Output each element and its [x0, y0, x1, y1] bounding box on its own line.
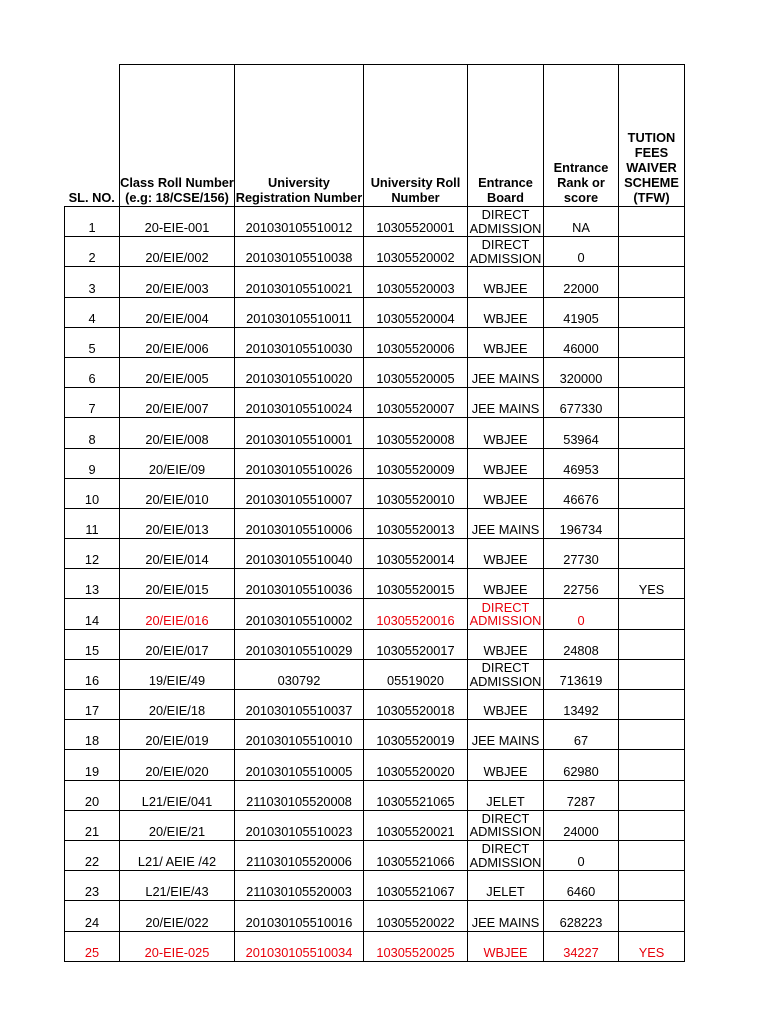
cell-roll-number: 10305520013 [364, 508, 468, 538]
cell-entrance-board: DIRECT ADMISSION [468, 599, 544, 629]
header-tfw: TUTION FEES WAIVER SCHEME (TFW) [619, 65, 685, 207]
cell-entrance-rank: 46953 [544, 448, 619, 478]
table-row [65, 659, 685, 689]
cell-roll-number: 10305520025 [364, 931, 468, 961]
cell-sl-no: 21 [65, 810, 120, 840]
cell-sl-no: 13 [65, 569, 120, 599]
cell-entrance-board: JEE MAINS [468, 720, 544, 750]
cell-entrance-rank: 34227 [544, 931, 619, 961]
cell-roll-number: 10305520022 [364, 901, 468, 931]
cell-registration-number: 201030105510005 [235, 750, 364, 780]
table-row [65, 357, 685, 387]
cell-class-roll: 20/EIE/022 [120, 901, 235, 931]
cell-roll-number: 10305520005 [364, 357, 468, 387]
cell-sl-no: 14 [65, 599, 120, 629]
cell-class-roll: 20/EIE/18 [120, 690, 235, 720]
cell-tfw [619, 478, 685, 508]
table-row [65, 780, 685, 810]
cell-registration-number: 201030105510034 [235, 931, 364, 961]
table-row [65, 418, 685, 448]
cell-entrance-rank: 713619 [544, 659, 619, 689]
cell-tfw: YES [619, 569, 685, 599]
cell-registration-number: 201030105510006 [235, 508, 364, 538]
table-row [65, 810, 685, 840]
table-row [65, 690, 685, 720]
cell-entrance-rank: 0 [544, 840, 619, 870]
cell-entrance-board: JEE MAINS [468, 901, 544, 931]
cell-registration-number: 201030105510016 [235, 901, 364, 931]
cell-roll-number: 10305520021 [364, 810, 468, 840]
cell-class-roll: 20/EIE/013 [120, 508, 235, 538]
cell-sl-no: 17 [65, 690, 120, 720]
cell-class-roll: 20/EIE/020 [120, 750, 235, 780]
cell-entrance-rank: 41905 [544, 297, 619, 327]
header-class-roll: Class Roll Number (e.g: 18/CSE/156) [120, 65, 235, 207]
cell-roll-number: 10305520010 [364, 478, 468, 508]
cell-roll-number: 05519020 [364, 659, 468, 689]
table-row [65, 237, 685, 267]
cell-sl-no: 4 [65, 297, 120, 327]
cell-entrance-board: DIRECT ADMISSION [468, 840, 544, 870]
cell-entrance-board: WBJEE [468, 267, 544, 297]
cell-sl-no: 23 [65, 871, 120, 901]
cell-tfw [619, 659, 685, 689]
cell-roll-number: 10305520004 [364, 297, 468, 327]
cell-registration-number: 201030105510001 [235, 418, 364, 448]
cell-sl-no: 8 [65, 418, 120, 448]
cell-tfw [619, 720, 685, 750]
table-row [65, 599, 685, 629]
cell-entrance-rank: 27730 [544, 539, 619, 569]
cell-tfw [619, 780, 685, 810]
cell-class-roll: 20/EIE/002 [120, 237, 235, 267]
cell-registration-number: 201030105510024 [235, 388, 364, 418]
cell-tfw [619, 901, 685, 931]
cell-sl-no: 10 [65, 478, 120, 508]
cell-class-roll: 20/EIE/09 [120, 448, 235, 478]
cell-class-roll: 20/EIE/017 [120, 629, 235, 659]
cell-class-roll: 19/EIE/49 [120, 659, 235, 689]
cell-roll-number: 10305520002 [364, 237, 468, 267]
cell-sl-no: 3 [65, 267, 120, 297]
cell-tfw [619, 267, 685, 297]
cell-roll-number: 10305521065 [364, 780, 468, 810]
cell-class-roll: L21/EIE/041 [120, 780, 235, 810]
cell-tfw [619, 297, 685, 327]
cell-roll-number: 10305520014 [364, 539, 468, 569]
cell-entrance-board: WBJEE [468, 478, 544, 508]
cell-sl-no: 19 [65, 750, 120, 780]
table-row [65, 931, 685, 961]
cell-registration-number: 201030105510007 [235, 478, 364, 508]
cell-registration-number: 201030105510010 [235, 720, 364, 750]
cell-registration-number: 201030105510026 [235, 448, 364, 478]
cell-entrance-rank: 13492 [544, 690, 619, 720]
cell-registration-number: 201030105510002 [235, 599, 364, 629]
cell-roll-number: 10305521067 [364, 871, 468, 901]
cell-tfw [619, 871, 685, 901]
cell-tfw [619, 539, 685, 569]
cell-entrance-rank: 22000 [544, 267, 619, 297]
cell-sl-no: 18 [65, 720, 120, 750]
table-row [65, 750, 685, 780]
cell-entrance-rank: 320000 [544, 357, 619, 387]
cell-tfw [619, 810, 685, 840]
cell-tfw [619, 207, 685, 237]
cell-tfw [619, 357, 685, 387]
cell-class-roll: 20/EIE/019 [120, 720, 235, 750]
cell-tfw [619, 237, 685, 267]
cell-entrance-rank: 62980 [544, 750, 619, 780]
cell-class-roll: 20/EIE/003 [120, 267, 235, 297]
cell-entrance-board: WBJEE [468, 629, 544, 659]
cell-entrance-board: WBJEE [468, 690, 544, 720]
cell-class-roll: 20/EIE/006 [120, 327, 235, 357]
cell-registration-number: 201030105510040 [235, 539, 364, 569]
cell-registration-number: 201030105510021 [235, 267, 364, 297]
cell-entrance-rank: 6460 [544, 871, 619, 901]
cell-registration-number: 201030105510037 [235, 690, 364, 720]
cell-roll-number: 10305520016 [364, 599, 468, 629]
table-row [65, 901, 685, 931]
table-row [65, 871, 685, 901]
cell-tfw: YES [619, 931, 685, 961]
cell-entrance-board: WBJEE [468, 931, 544, 961]
cell-entrance-board: DIRECT ADMISSION [468, 810, 544, 840]
cell-tfw [619, 690, 685, 720]
cell-entrance-board: WBJEE [468, 448, 544, 478]
cell-registration-number: 201030105510036 [235, 569, 364, 599]
cell-sl-no: 6 [65, 357, 120, 387]
cell-entrance-rank: 0 [544, 599, 619, 629]
cell-roll-number: 10305520007 [364, 388, 468, 418]
cell-sl-no: 20 [65, 780, 120, 810]
cell-roll-number: 10305520001 [364, 207, 468, 237]
cell-registration-number: 201030105510012 [235, 207, 364, 237]
cell-roll-number: 10305520020 [364, 750, 468, 780]
cell-entrance-rank: 196734 [544, 508, 619, 538]
header-sl-no: SL. NO. [65, 65, 120, 207]
cell-entrance-rank: 24000 [544, 810, 619, 840]
cell-tfw [619, 448, 685, 478]
cell-entrance-board: WBJEE [468, 327, 544, 357]
table-row [65, 388, 685, 418]
table-row [65, 629, 685, 659]
admission-table [64, 64, 685, 962]
cell-tfw [619, 840, 685, 870]
cell-roll-number: 10305520003 [364, 267, 468, 297]
cell-entrance-rank: 7287 [544, 780, 619, 810]
cell-entrance-rank: 0 [544, 237, 619, 267]
cell-class-roll: L21/EIE/43 [120, 871, 235, 901]
cell-tfw [619, 508, 685, 538]
cell-class-roll: 20/EIE/014 [120, 539, 235, 569]
cell-sl-no: 24 [65, 901, 120, 931]
table-row [65, 508, 685, 538]
cell-entrance-rank: NA [544, 207, 619, 237]
cell-entrance-rank: 53964 [544, 418, 619, 448]
cell-entrance-board: WBJEE [468, 418, 544, 448]
cell-roll-number: 10305521066 [364, 840, 468, 870]
cell-registration-number: 201030105510030 [235, 327, 364, 357]
cell-registration-number: 211030105520008 [235, 780, 364, 810]
cell-sl-no: 22 [65, 840, 120, 870]
cell-entrance-rank: 24808 [544, 629, 619, 659]
header-entrance-rank: Entrance Rank or score [544, 65, 619, 207]
cell-entrance-board: JELET [468, 871, 544, 901]
table-row [65, 207, 685, 237]
cell-tfw [619, 327, 685, 357]
cell-class-roll: 20/EIE/004 [120, 297, 235, 327]
cell-sl-no: 5 [65, 327, 120, 357]
cell-sl-no: 11 [65, 508, 120, 538]
cell-roll-number: 10305520009 [364, 448, 468, 478]
cell-registration-number: 030792 [235, 659, 364, 689]
cell-entrance-board: DIRECT ADMISSION [468, 207, 544, 237]
cell-entrance-board: WBJEE [468, 569, 544, 599]
cell-tfw [619, 629, 685, 659]
cell-registration-number: 201030105510029 [235, 629, 364, 659]
table-row [65, 297, 685, 327]
table-body [65, 207, 685, 962]
cell-sl-no: 1 [65, 207, 120, 237]
cell-entrance-rank: 677330 [544, 388, 619, 418]
cell-roll-number: 10305520017 [364, 629, 468, 659]
cell-tfw [619, 750, 685, 780]
cell-class-roll: 20-EIE-025 [120, 931, 235, 961]
cell-sl-no: 15 [65, 629, 120, 659]
header-university-roll: University Roll Number [364, 65, 468, 207]
cell-entrance-board: DIRECT ADMISSION [468, 659, 544, 689]
cell-registration-number: 201030105510038 [235, 237, 364, 267]
cell-roll-number: 10305520018 [364, 690, 468, 720]
cell-class-roll: 20-EIE-001 [120, 207, 235, 237]
cell-registration-number: 201030105510023 [235, 810, 364, 840]
cell-registration-number: 201030105510020 [235, 357, 364, 387]
cell-entrance-board: WBJEE [468, 750, 544, 780]
cell-entrance-rank: 46676 [544, 478, 619, 508]
cell-class-roll: 20/EIE/21 [120, 810, 235, 840]
cell-class-roll: 20/EIE/010 [120, 478, 235, 508]
table-row [65, 267, 685, 297]
cell-entrance-board: JEE MAINS [468, 388, 544, 418]
cell-entrance-rank: 628223 [544, 901, 619, 931]
cell-sl-no: 9 [65, 448, 120, 478]
table-row [65, 478, 685, 508]
cell-class-roll: 20/EIE/016 [120, 599, 235, 629]
cell-sl-no: 12 [65, 539, 120, 569]
cell-entrance-board: JEE MAINS [468, 357, 544, 387]
cell-sl-no: 25 [65, 931, 120, 961]
cell-roll-number: 10305520015 [364, 569, 468, 599]
cell-roll-number: 10305520008 [364, 418, 468, 448]
cell-entrance-board: DIRECT ADMISSION [468, 237, 544, 267]
cell-entrance-board: WBJEE [468, 539, 544, 569]
cell-entrance-rank: 46000 [544, 327, 619, 357]
cell-sl-no: 16 [65, 659, 120, 689]
cell-class-roll: 20/EIE/008 [120, 418, 235, 448]
header-university-registration: University Registration Number [235, 65, 364, 207]
cell-registration-number: 201030105510011 [235, 297, 364, 327]
cell-class-roll: L21/ AEIE /42 [120, 840, 235, 870]
cell-tfw [619, 418, 685, 448]
cell-class-roll: 20/EIE/007 [120, 388, 235, 418]
table-row [65, 448, 685, 478]
table-row [65, 539, 685, 569]
cell-entrance-board: JEE MAINS [468, 508, 544, 538]
cell-entrance-board: WBJEE [468, 297, 544, 327]
cell-roll-number: 10305520006 [364, 327, 468, 357]
table-row [65, 569, 685, 599]
header-entrance-board: Entrance Board [468, 65, 544, 207]
cell-roll-number: 10305520019 [364, 720, 468, 750]
cell-class-roll: 20/EIE/005 [120, 357, 235, 387]
header-row [65, 65, 685, 207]
cell-tfw [619, 599, 685, 629]
cell-class-roll: 20/EIE/015 [120, 569, 235, 599]
cell-registration-number: 211030105520003 [235, 871, 364, 901]
table-row [65, 720, 685, 750]
cell-entrance-rank: 22756 [544, 569, 619, 599]
cell-entrance-rank: 67 [544, 720, 619, 750]
cell-sl-no: 2 [65, 237, 120, 267]
cell-entrance-board: JELET [468, 780, 544, 810]
cell-sl-no: 7 [65, 388, 120, 418]
cell-tfw [619, 388, 685, 418]
cell-registration-number: 211030105520006 [235, 840, 364, 870]
table-row [65, 327, 685, 357]
table-row [65, 840, 685, 870]
